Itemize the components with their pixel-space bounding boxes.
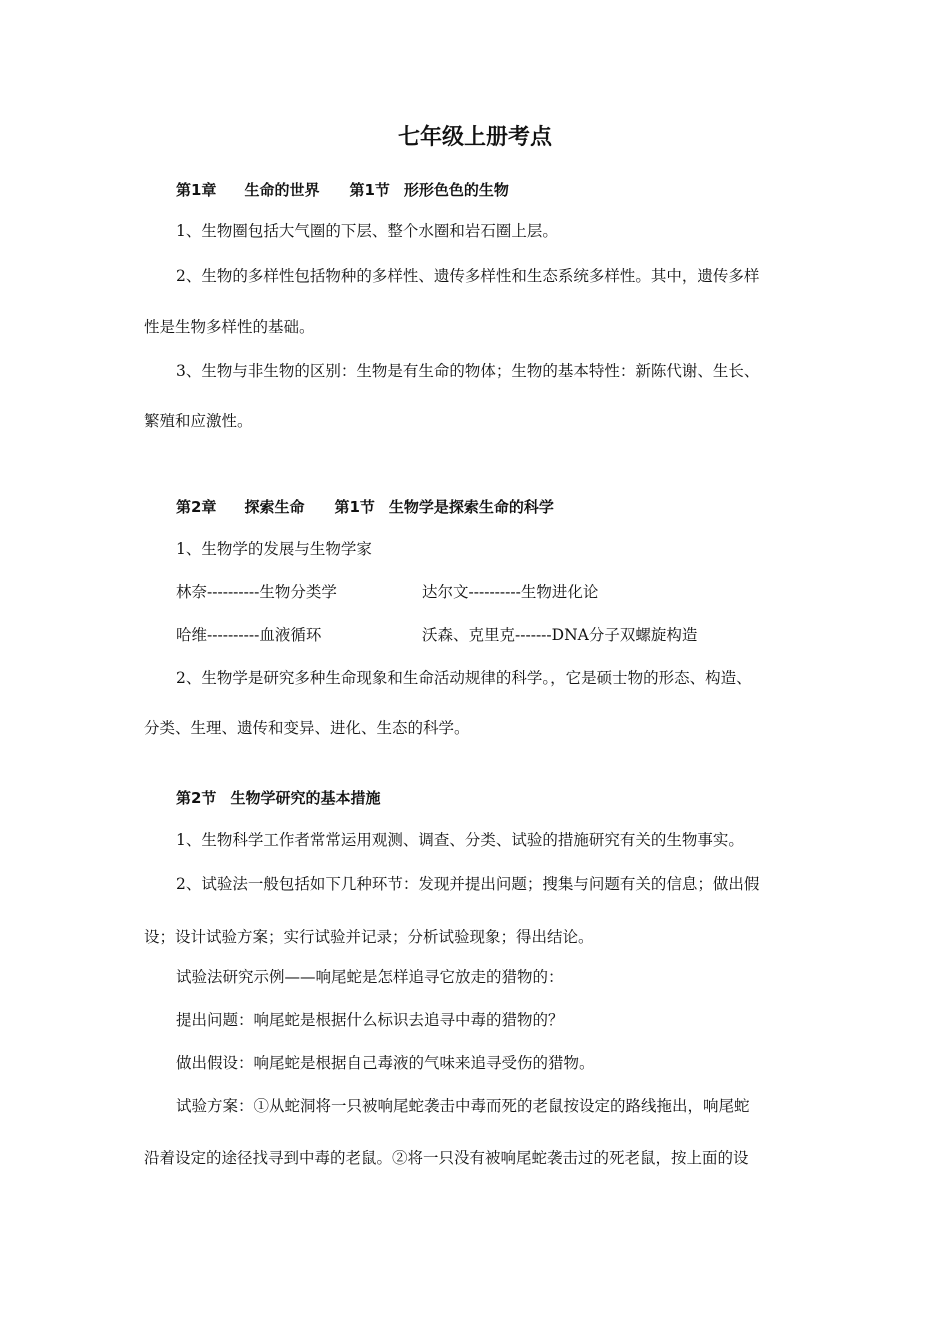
chapter-1-heading bbox=[176, 180, 509, 200]
sec2-paragraph-6-line-2: 沿着设定的途径找寻到中毒的老鼠。②将一只没有被响尾蛇袭击过的死老鼠，按上面的设 bbox=[144, 1149, 749, 1167]
ch1-paragraph-3-line-1: 3、生物与非生物的区别：生物是有生命的物体；生物的基本特性：新陈代谢、生长、 bbox=[176, 362, 760, 380]
scientist-harvey: 哈维----------血液循环 bbox=[176, 626, 322, 644]
section-1-title: 形形色色的生物 bbox=[403, 181, 509, 199]
chapter-2-title: 探索生命 bbox=[244, 498, 305, 516]
chapter-1-title: 生命的世界 bbox=[244, 181, 320, 199]
section-2-title: 生物学研究的基本措施 bbox=[230, 789, 381, 807]
section-2-number: 第2节 bbox=[176, 789, 217, 807]
sec2-paragraph-5: 做出假设：响尾蛇是根据自己毒液的气味来追寻受伤的猎物。 bbox=[176, 1054, 595, 1072]
scientist-linnaeus: 林奈----------生物分类学 bbox=[176, 583, 337, 601]
scientist-watson-crick: 沃森、克里克-------DNA分子双螺旋构造 bbox=[422, 626, 698, 644]
sec2-paragraph-6-line-1: 试验方案：①从蛇洞将一只被响尾蛇袭击中毒而死的老鼠按设定的路线拖出，响尾蛇 bbox=[176, 1097, 750, 1115]
ch2-paragraph-2-line-2: 分类、生理、遗传和变异、进化、生态的科学。 bbox=[144, 719, 470, 737]
section-1-title: 生物学是探索生命的科学 bbox=[388, 498, 554, 516]
section-2-heading bbox=[176, 788, 380, 808]
chapter-1-number: 第1章 bbox=[176, 181, 217, 199]
section-1-number: 第1节 bbox=[349, 181, 390, 199]
sec2-paragraph-2-line-1: 2、试验法一般包括如下几种环节：发现并提出问题；搜集与问题有关的信息；做出假 bbox=[176, 875, 760, 893]
ch1-paragraph-2-line-2: 性是生物多样性的基础。 bbox=[144, 318, 315, 336]
sec2-paragraph-1: 1、生物科学工作者常常运用观测、调查、分类、试验的措施研究有关的生物事实。 bbox=[176, 831, 744, 849]
page-title: 七年级上册考点 bbox=[397, 125, 552, 150]
ch1-paragraph-3-line-2: 繁殖和应激性。 bbox=[144, 412, 253, 430]
ch2-paragraph-1: 1、生物学的发展与生物学家 bbox=[176, 540, 372, 558]
sec2-paragraph-4: 提出问题：响尾蛇是根据什么标识去追寻中毒的猎物的？ bbox=[176, 1011, 564, 1029]
chapter-2-heading bbox=[176, 497, 554, 517]
sec2-paragraph-2-line-2: 设；设计试验方案；实行试验并记录；分析试验现象；得出结论。 bbox=[144, 928, 594, 946]
ch2-paragraph-2-line-1: 2、生物学是研究多种生命现象和生命活动规律的科学。，它是硕士物的形态、构造、 bbox=[176, 669, 752, 687]
chapter-2-number: 第2章 bbox=[176, 498, 217, 516]
section-1-number: 第1节 bbox=[334, 498, 375, 516]
sec2-paragraph-3: 试验法研究示例——响尾蛇是怎样追寻它放走的猎物的： bbox=[176, 968, 564, 986]
ch1-paragraph-2-line-1: 2、生物的多样性包括物种的多样性、遗传多样性和生态系统多样性。其中，遗传多样 bbox=[176, 267, 760, 285]
scientist-darwin: 达尔文----------生物进化论 bbox=[422, 583, 599, 601]
ch1-paragraph-1: 1、生物圈包括大气圈的下层、整个水圈和岩石圈上层。 bbox=[176, 222, 558, 240]
